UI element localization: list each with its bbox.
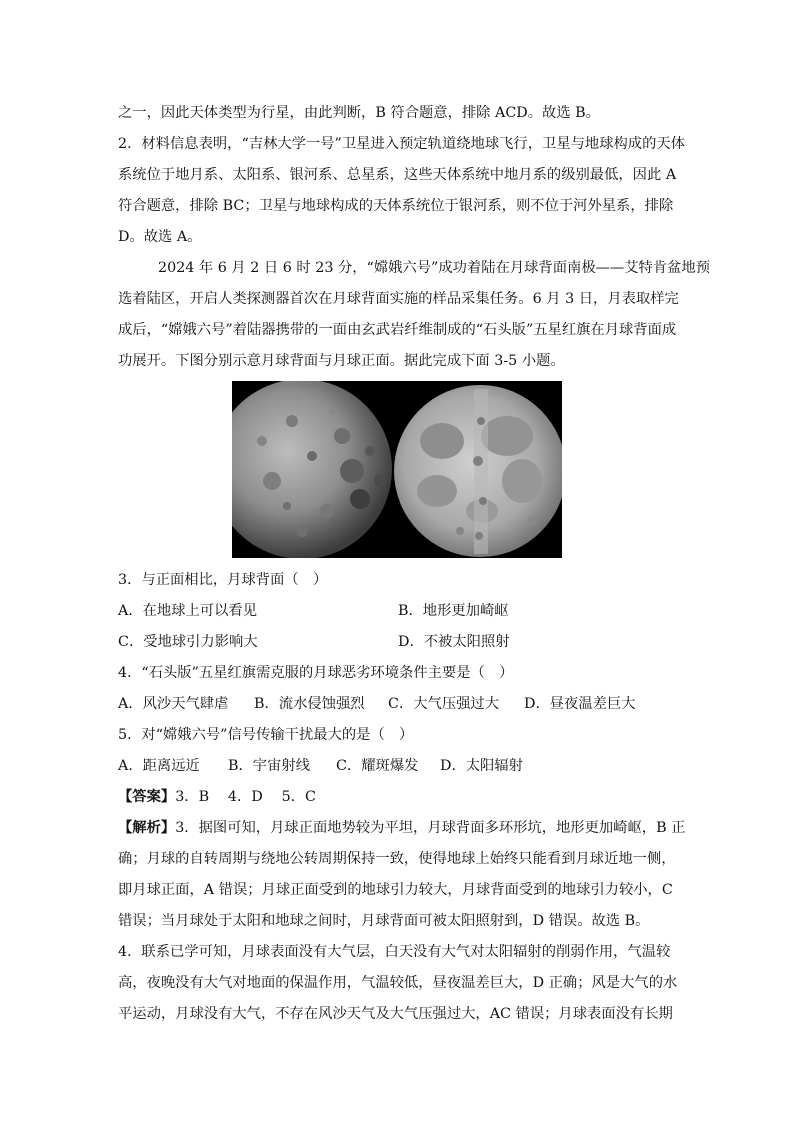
question-3-stem: 3．与正面相比，月球背面（ ） [118, 572, 328, 588]
moon-figure [232, 381, 562, 558]
text-line: 确；月球的自转周期与绕地公转周期保持一致，使得地球上始终只能看到月球近地一侧， [118, 851, 676, 867]
text-line: 之一，因此天体类型为行星，由此判断，B 符合题意，排除 ACD。故选 B。 [118, 105, 600, 121]
option-c: C．受地球引力影响大 [118, 634, 258, 650]
moon-near-side [394, 385, 562, 557]
text-line: 系统位于地月系、太阳系、银河系、总星系，这些天体系统中地月系的级别最低，因此 A [118, 167, 677, 183]
question-4-stem: 4．“石头版”五星红旗需克服的月球恶劣环境条件主要是（ ） [118, 665, 514, 681]
option-d: D．太阳辐射 [440, 758, 523, 774]
option-a: A．在地球上可以看见 [118, 603, 257, 619]
option-c: C．大气压强过大 [388, 696, 500, 712]
text-line: 选着陆区，开启人类探测器首次在月球背面实施的样品采集任务。6 月 3 日，月表取样完 [118, 291, 679, 307]
text-line: 错误；当月球处于太阳和地球之间时，月球背面可被太阳照射到，D 错误。故选 B。 [118, 913, 650, 929]
text-line: 功展开。下图分别示意月球背面与月球正面。据此完成下面 3-5 小题。 [118, 353, 565, 369]
text-line: D。故选 A。 [118, 229, 202, 245]
text-line: 符合题意，排除 BC；卫星与地球构成的天体系统位于银河系，则不位于河外星系，排除 [118, 198, 674, 214]
moon-images [232, 381, 562, 558]
option-d: D．不被太阳照射 [398, 634, 510, 650]
option-a: A．距离远近 [118, 758, 200, 774]
text-line: 平运动，月球没有大气，不存在风沙天气及大气压强过大，AC 错误；月球表面没有长期 [118, 1006, 673, 1022]
analysis-text: 3．据图可知，月球正面地势较为平坦，月球背面多环形坑，地形更加崎岖，B 正 [175, 820, 686, 836]
option-d: D．昼夜温差巨大 [524, 696, 636, 712]
text-line: 2．材料信息表明，“吉林大学一号”卫星进入预定轨道绕地球飞行，卫星与地球构成的天体 [118, 136, 685, 152]
analysis-label: 【解析】 [118, 820, 176, 836]
question-5-stem: 5．对“嫦娥六号”信号传输干扰最大的是（ ） [118, 727, 414, 743]
option-b: B．地形更加崎岖 [398, 603, 509, 619]
option-c: C．耀斑爆发 [336, 758, 419, 774]
text-line: 成后，“嫦娥六号”着陆器携带的一面由玄武岩纤维制成的“石头版”五星红旗在月球背面成 [118, 322, 677, 338]
text-line: 4．联系已学可知，月球表面没有大气层，白天没有大气对太阳辐射的削弱作用，气温较 [118, 944, 671, 960]
option-a: A．风沙天气肆虐 [118, 696, 229, 712]
option-b: B．流水侵蚀强烈 [254, 696, 365, 712]
answer-label: 【答案】 [118, 789, 176, 805]
analysis-line [118, 818, 686, 838]
option-b: B．宇宙射线 [228, 758, 310, 774]
text-line: 高，夜晚没有大气对地面的保温作用，气温较低，昼夜温差巨大，D 正确；风是大气的水 [118, 975, 678, 991]
text-line: 2024 年 6 月 2 日 6 时 23 分，“嫦娥六号”成功着陆在月球背面南极——艾特肯盆地预 [158, 260, 710, 276]
answer-text: 3．B 4．D 5．C [175, 789, 316, 805]
text-line: 即月球正面，A 错误；月球正面受到的地球引力较大，月球背面受到的地球引力较小，C [118, 882, 673, 898]
answer-line [118, 787, 678, 807]
